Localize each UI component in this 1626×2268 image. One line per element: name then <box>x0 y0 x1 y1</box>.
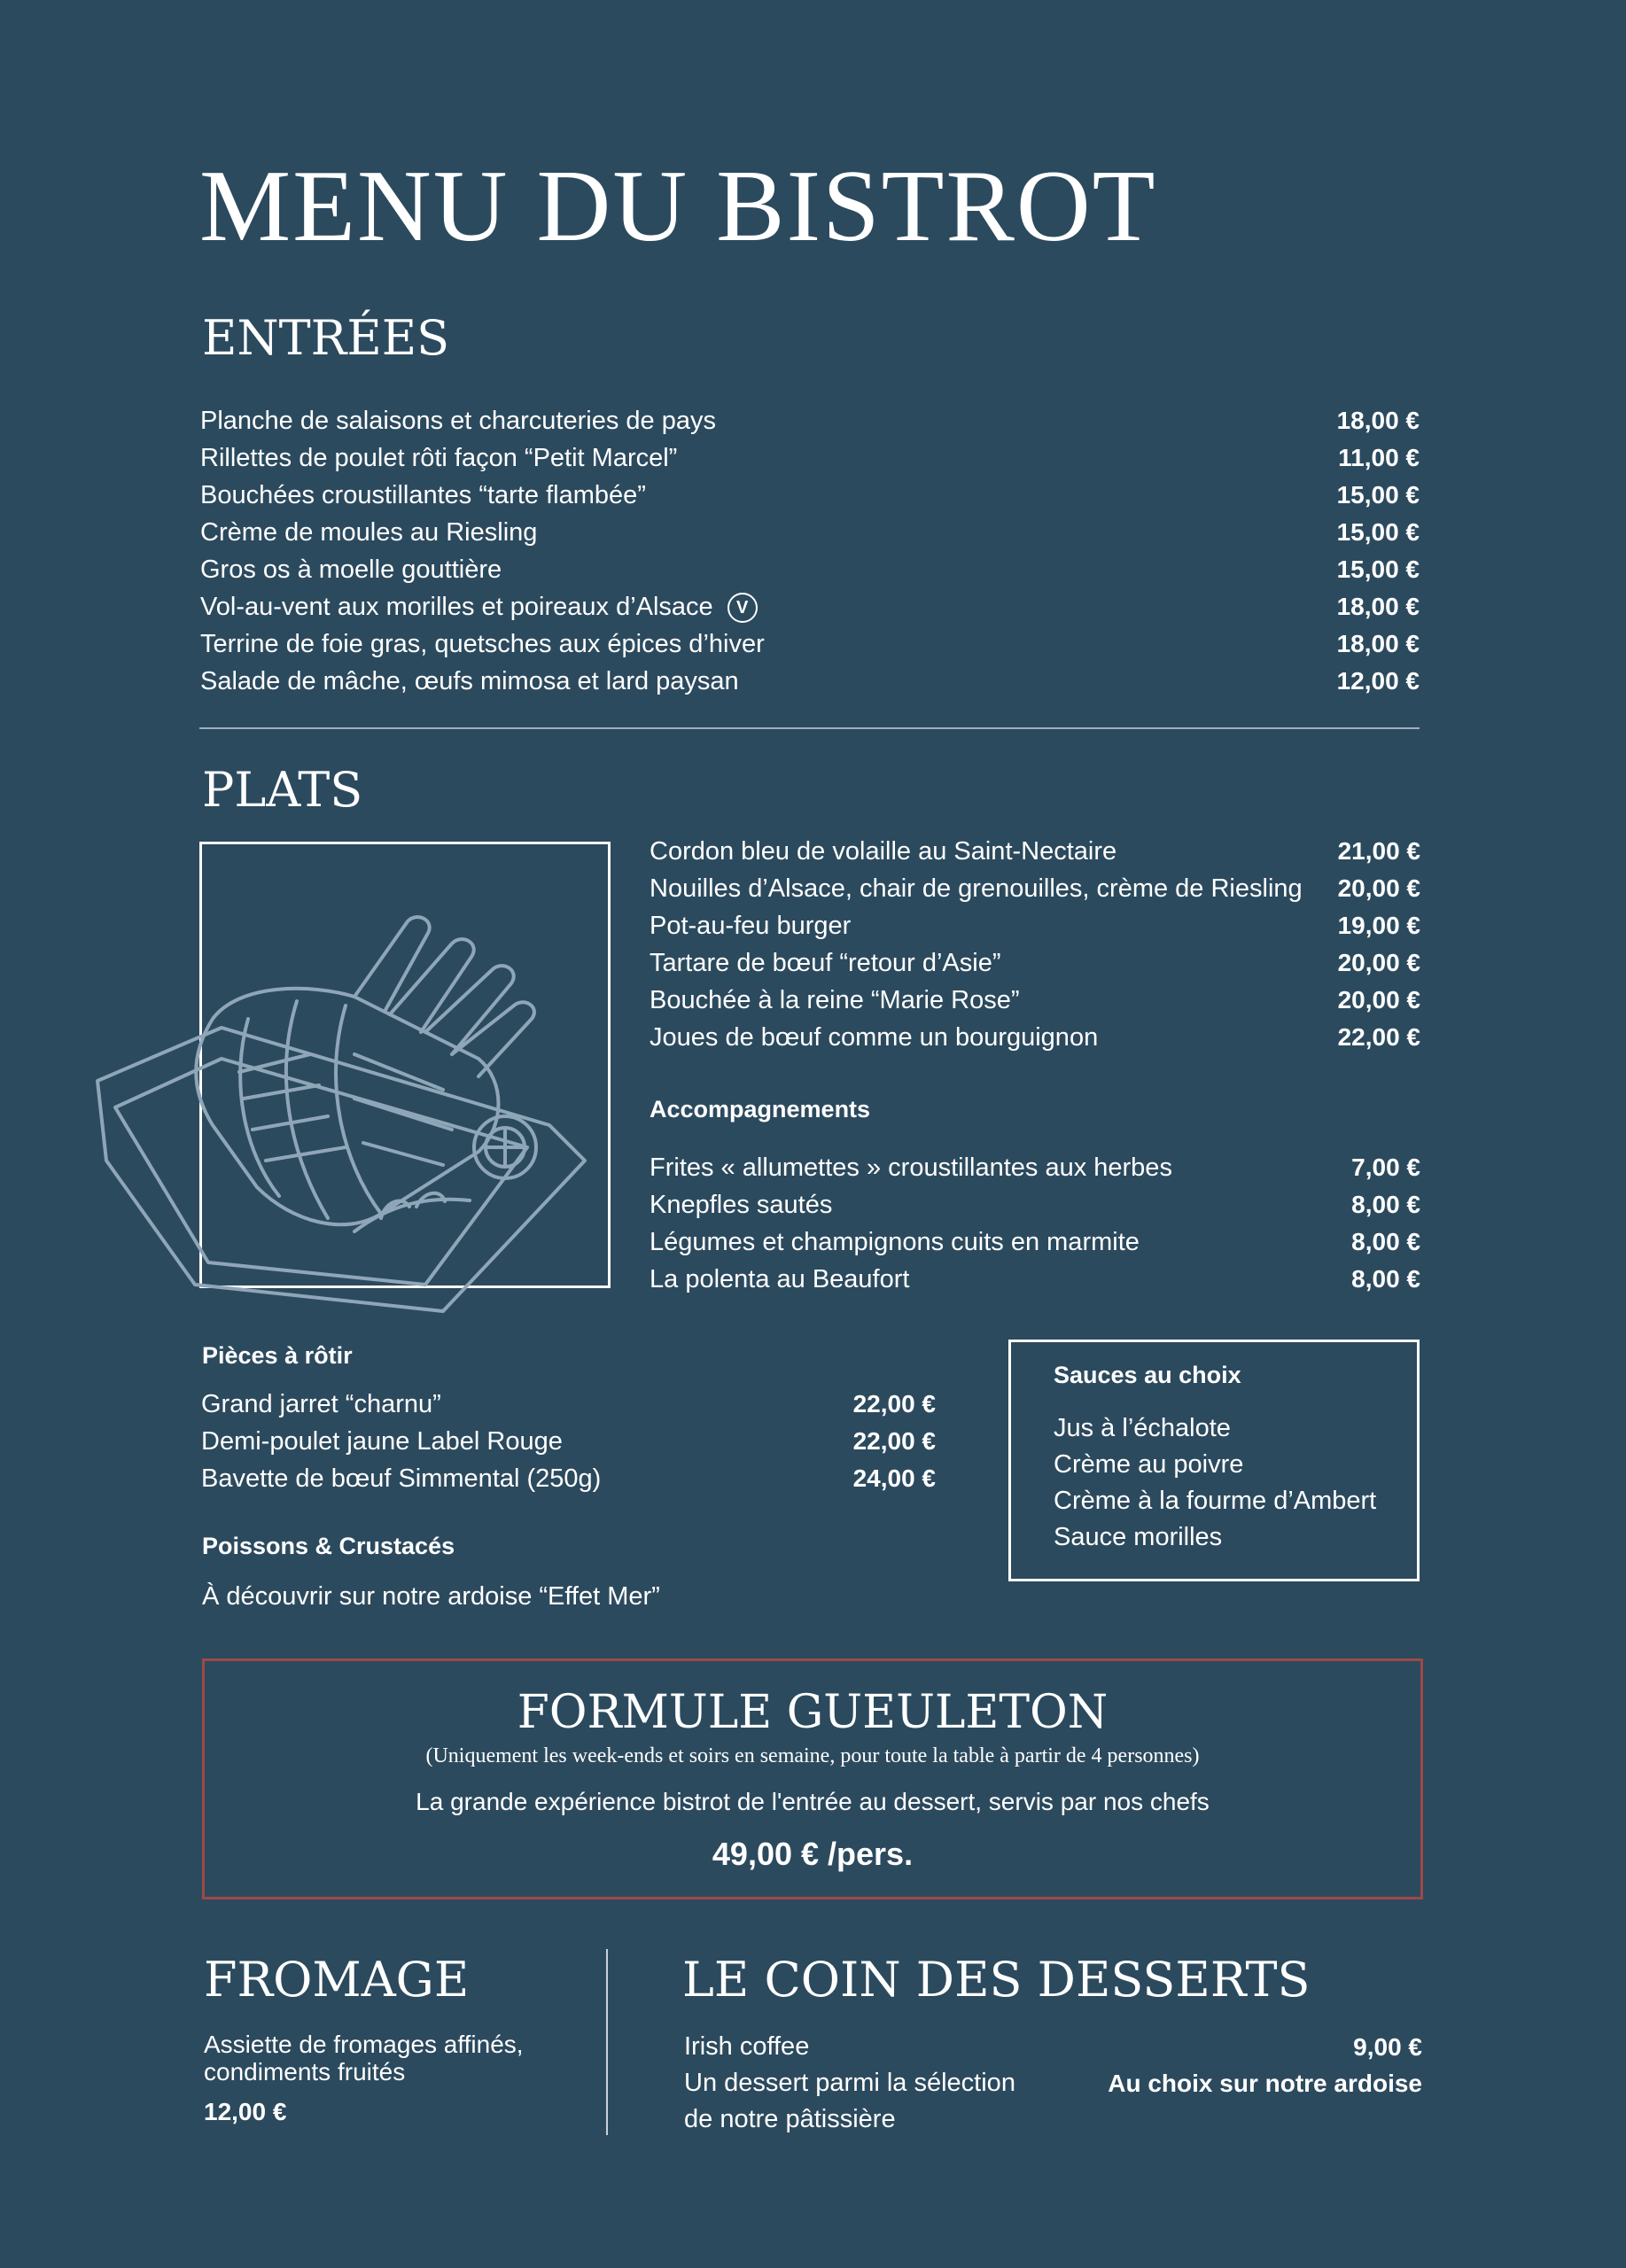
pieces-heading: Pièces à rôtir <box>202 1342 353 1369</box>
entree-row: Planche de salaisons et charcuteries de pays 18,00 € <box>200 407 1420 435</box>
sauces-box <box>1008 1340 1420 1581</box>
entree-row: Salade de mâche, œufs mimosa et lard paysan 12,00 € <box>200 667 1420 695</box>
sauce-item: Sauce morilles <box>1054 1523 1223 1551</box>
sauce-item: Crème au poivre <box>1054 1450 1244 1479</box>
desserts-heading: LE COIN DES DESSERTS <box>682 1952 1311 2008</box>
dessert-row-continuation: de notre pâtissière <box>684 2105 896 2133</box>
fromage-price: 12,00 € <box>204 2098 287 2125</box>
entree-row: Vol-au-vent aux morilles et poireaux d’Alsace V 18,00 € <box>200 588 1420 625</box>
menu-title: MENU DU BISTROT <box>199 150 1157 263</box>
veggie-leaf-icon: V <box>727 593 758 623</box>
entrees-heading: ENTRÉES <box>202 310 450 366</box>
formule-note: (Uniquement les week-ends et soirs en semaine, pour toute la table à partir de 4 personnes) <box>425 1744 1200 1767</box>
plats-heading: PLATS <box>202 762 363 818</box>
plats-list <box>650 833 1420 1056</box>
fromage-description: Assiette de fromages affinés, condiments fruités <box>204 2031 524 2085</box>
accompagnements-heading: Accompagnements <box>650 1096 871 1122</box>
plat-row: Joues de bœuf comme un bourguignon 22,00 € <box>650 1023 1420 1052</box>
poissons-heading: Poissons & Crustacés <box>202 1533 455 1559</box>
accompagnement-row: Knepfles sautés 8,00 € <box>650 1191 1420 1219</box>
sauce-item: Crème à la fourme d’Ambert <box>1054 1487 1377 1515</box>
sauces-heading: Sauces au choix <box>1054 1362 1241 1388</box>
piece-row: Demi-poulet jaune Label Rouge 22,00 € <box>201 1427 936 1456</box>
poissons-text: À découvrir sur notre ardoise “Effet Mer” <box>202 1582 660 1611</box>
plat-row: Pot-au-feu burger 19,00 € <box>650 912 1420 940</box>
plat-row: Cordon bleu de volaille au Saint-Nectaire 21,00 € <box>650 837 1420 866</box>
accompagnement-row: Légumes et champignons cuits en marmite 8,00 € <box>650 1228 1420 1256</box>
plat-row: Tartare de bœuf “retour d’Asie” 20,00 € <box>650 949 1420 977</box>
fromage-heading: FROMAGE <box>204 1952 470 2008</box>
column-divider <box>606 1949 608 2135</box>
section-divider <box>199 727 1420 729</box>
pieces-list <box>201 1386 936 1497</box>
accompagnement-row: Frites « allumettes » croustillantes aux herbes 7,00 € <box>650 1153 1420 1182</box>
formule-price: 49,00 € /pers. <box>712 1836 914 1872</box>
dessert-row: Un dessert parmi la sélection Au choix sur notre ardoise <box>684 2069 1422 2097</box>
roast-rack-illustration <box>89 895 620 1338</box>
formule-description: La grande expérience bistrot de l'entrée au dessert, servis par nos chefs <box>416 1788 1210 1815</box>
entree-row: Crème de moules au Riesling 15,00 € <box>200 518 1420 547</box>
dessert-row: Irish coffee 9,00 € <box>684 2032 1422 2061</box>
desserts-list <box>684 2029 1422 2138</box>
entree-row: Gros os à moelle gouttière 15,00 € <box>200 555 1420 584</box>
sauce-item: Jus à l’échalote <box>1054 1414 1231 1442</box>
entrees-list <box>200 402 1420 700</box>
entree-row: Terrine de foie gras, quetsches aux épices d’hiver 18,00 € <box>200 630 1420 658</box>
plat-row: Bouchée à la reine “Marie Rose” 20,00 € <box>650 986 1420 1014</box>
entree-row: Bouchées croustillantes “tarte flambée” 15,00 € <box>200 481 1420 509</box>
accompagnement-row: La polenta au Beaufort 8,00 € <box>650 1265 1420 1293</box>
piece-row: Grand jarret “charnu” 22,00 € <box>201 1390 936 1418</box>
piece-row: Bavette de bœuf Simmental (250g) 24,00 € <box>201 1464 936 1493</box>
formule-heading: FORMULE GUEULETON <box>517 1686 1109 1739</box>
entree-row: Rillettes de poulet rôti façon “Petit Marcel” 11,00 € <box>200 444 1420 472</box>
formule-box <box>202 1658 1423 1899</box>
accompagnements-list <box>650 1149 1420 1298</box>
plat-row: Nouilles d’Alsace, chair de grenouilles, crème de Riesling 20,00 € <box>650 874 1420 903</box>
